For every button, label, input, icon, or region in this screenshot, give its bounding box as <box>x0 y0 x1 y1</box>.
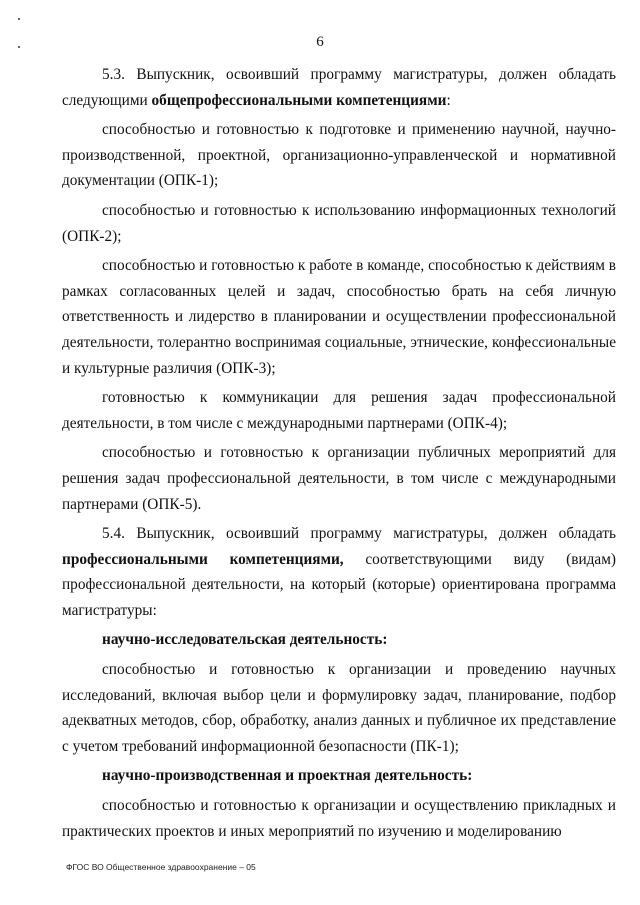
competency-opk-4: готовностью к коммуникации для решения задач профессиональной деятельности, в том числе с международными партнерами (ОПК-4); <box>62 389 616 432</box>
competency-opk-5: способностью и готовностью к организации публичных мероприятий для решения задач профессиональной деятельности, в том числе с международными партнерами (ОПК-5). <box>62 444 616 513</box>
page-number: 6 <box>316 34 324 50</box>
paragraph-text: 5.4. Выпускник, освоивший программу магистратуры, должен обладать <box>102 525 616 543</box>
bold-term: общепрофессиональными компетенциями <box>151 91 447 109</box>
paragraph-text: : <box>446 91 451 109</box>
competency-pk-2-start: способностью и готовностью к организации и осуществлению прикладных и практических проектов и иных мероприятий по изучению и моделированию <box>62 797 616 840</box>
paragraph-text: соответствующими виду (видам) профессиональной деятельности, на который (которые) ориентирована программа магистратуры: <box>62 550 616 619</box>
competency-pk-1: способностью и готовностью к организации и проведению научных исследований, включая выбор цели и формулировку задач, планирование, подбор адекватных методов, сбор, обработку, анализ данных и публичное их представление с учетом требований информационной безопасности (ПК-1); <box>62 661 616 755</box>
paragraph-5-4 <box>62 521 616 623</box>
section-heading-research: научно-исследовательская деятельность: <box>102 631 388 649</box>
paragraph-5-3 <box>62 62 616 113</box>
scan-mark-top <box>18 18 20 20</box>
competency-opk-3: способностью и готовностью к работе в команде, способностью к действиям в рамках согласованных целей и задач, способностью брать на себя личную ответственность и лидерство в планировании и осуществлении профессиональной деятельности, толерантно воспринимая социальные, этнические, конфессиональные и культурные различия (ОПК-3); <box>62 257 616 377</box>
paragraph-text: 5.3. Выпускник, освоивший программу магистратуры, должен обладать следующими <box>62 66 616 109</box>
section-heading-production: научно-производственная и проектная деятельность: <box>102 767 473 785</box>
bold-term: профессиональными компетенциями, <box>62 550 344 568</box>
competency-opk-1: способностью и готовностью к подготовке и применению научной, научно-производственной, проектной, организационно-управленческой и нормативной документации (ОПК-1); <box>62 121 616 190</box>
document-body <box>62 62 616 848</box>
footer-text: ФГОС ВО Общественное здравоохранение – 05 <box>66 862 256 872</box>
competency-opk-2: способностью и готовностью к использованию информационных технологий (ОПК-2); <box>62 201 616 245</box>
